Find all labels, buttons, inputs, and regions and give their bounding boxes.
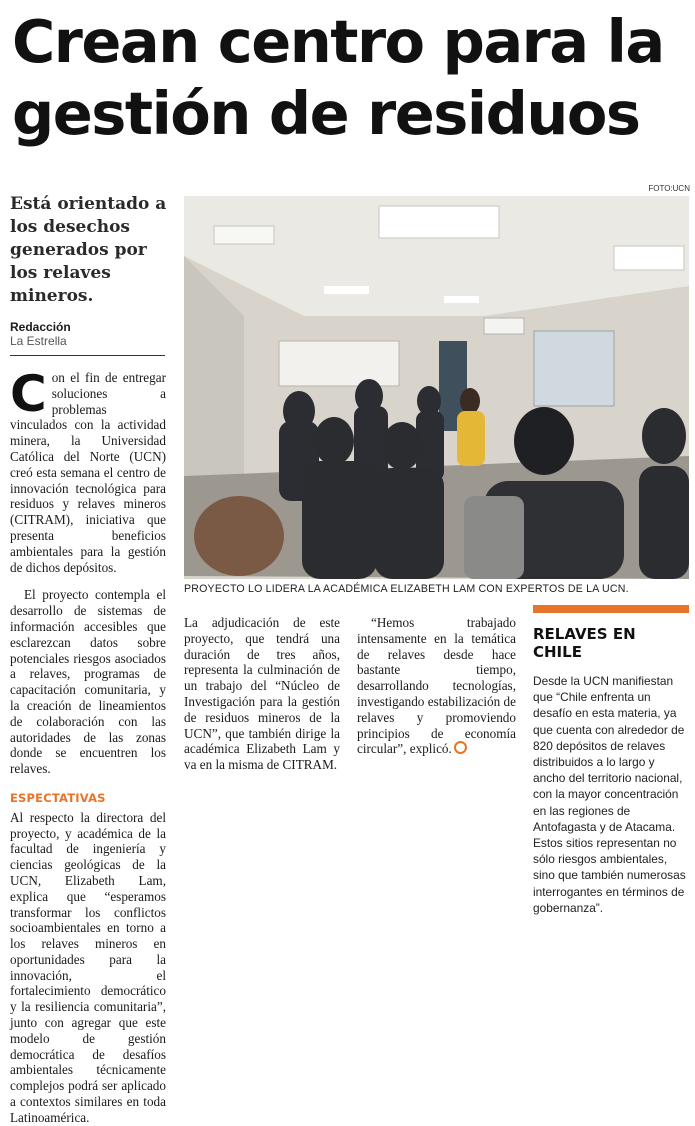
byline-outlet: La Estrella — [10, 334, 67, 348]
article-photo — [184, 196, 689, 579]
byline-author: Redacción — [10, 320, 71, 334]
article-column-2 — [184, 615, 340, 905]
article-column-1 — [10, 365, 166, 1125]
headline: Crean centro para la gestión de residuos — [12, 7, 664, 148]
article-column-3 — [357, 615, 516, 905]
paragraph-3: Al respecto la directora del proyecto, y académica de la facultad de ingeniería y ciencias geológicas de la UCN, Elizabeth Lam, explica que “esperamos transformar los conflictos socioambientales en torno a los relaves mineros en oportunidades para la innovación, el fortalecimiento democrático y la resiliencia comunitaria”, junto con agregar que este modelo de gestión democrática de desafíos ambientales técnicamente complejos podrá ser aplicado a contextos similares en toda Latinoamérica. — [10, 809, 166, 1125]
paragraph-5-text: “Hemos trabajado intensamente en la temática de relaves desde hace bastante tiempo, desarrollando tecnologías, investigando estabilización de relaves y promoviendo principios de economía circular”, explicó. — [357, 615, 516, 757]
drop-cap: C — [10, 365, 47, 423]
article-end-icon — [454, 741, 467, 754]
paragraph-intro — [10, 365, 166, 575]
paragraph-intro-text: on el fin de entregar soluciones a problemas vinculados con la actividad minera, la Universidad Católica del Norte (UCN) creó esta semana el centro de innovación tecnológica para residuos y relaves mineros (CITRAM), iniciativa que presenta beneficios ambientales para la gestión de dichos depósitos. — [10, 370, 166, 575]
byline-divider — [10, 355, 165, 356]
sidebar-accent-bar — [533, 605, 689, 613]
section-heading: ESPECTATIVAS — [10, 790, 106, 805]
photo-caption: PROYECTO LO LIDERA LA ACADÉMICA ELIZABETH LAM CON EXPERTOS DE LA UCN. — [184, 583, 629, 595]
sidebar-box — [533, 605, 689, 916]
paragraph-4: La adjudicación de este proyecto, que tendrá una duración de tres años, representa la culminación de un trabajo del “Núcleo de Investigación para la gestión de residuos mineros de la UCN”, que también dirige la académica Elizabeth Lam y va en la misma de CITRAM. — [184, 615, 340, 773]
classroom-photo-illustration — [184, 196, 689, 579]
byline — [10, 320, 165, 348]
sidebar-text: Desde la UCN manifiestan que “Chile enfrenta un desafío en esta materia, ya que cuenta con alrededor de 820 depósitos de relaves distribuidos a lo largo y ancho del territorio nacional, con la mayor concentración en las regiones de Antofagasta y de Atacama. Estos sitios representan no sólo riesgos ambientales, sino que también numerosas interrogantes en términos de gobernanza”. — [533, 674, 686, 915]
photo-credit: FOTO:UCN — [648, 184, 690, 193]
paragraph-2: El proyecto contempla el desarrollo de sistemas de información accesibles que esclarezcan datos sobre potenciales riesgos asociados a relaves, programas de capacitación comunitaria, y la creación de lineamientos de colaboración con las autoridades de las zonas donde se encuentren los relaves. — [10, 587, 166, 777]
subheadline: Está orientado a los desechos generados por los relaves mineros. — [10, 194, 167, 306]
sidebar-title: RELAVES EN CHILE — [533, 625, 636, 661]
paragraph-5 — [357, 615, 516, 757]
